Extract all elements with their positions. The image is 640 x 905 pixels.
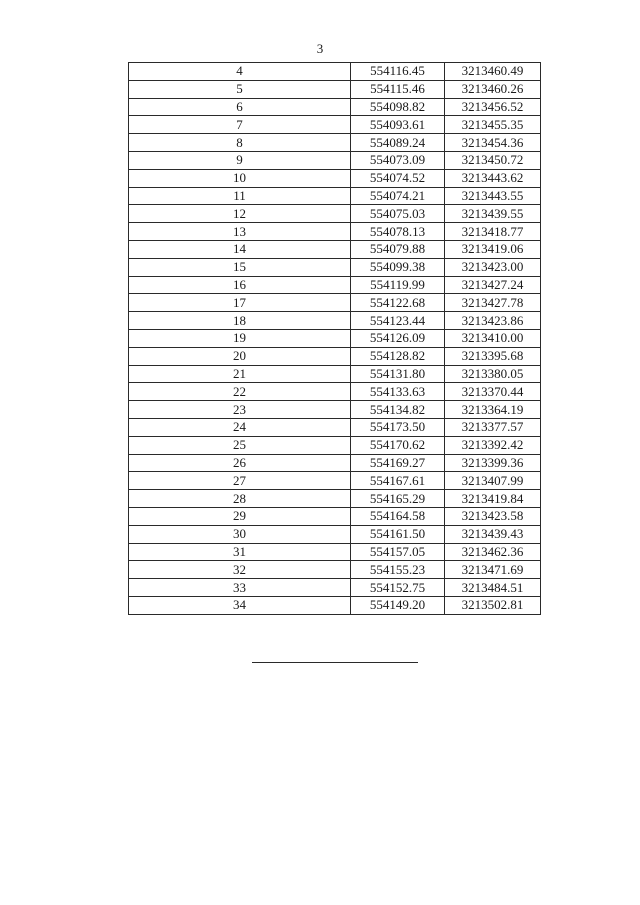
x-coordinate-cell: 554134.82 — [351, 401, 445, 419]
y-coordinate-cell: 3213443.55 — [445, 187, 541, 205]
table-row — [129, 151, 541, 169]
end-of-document-rule — [252, 662, 418, 663]
x-coordinate-cell: 554161.50 — [351, 525, 445, 543]
point-number-cell: 32 — [129, 561, 351, 579]
point-number-cell: 9 — [129, 151, 351, 169]
x-coordinate-cell: 554123.44 — [351, 312, 445, 330]
table-row — [129, 187, 541, 205]
y-coordinate-cell: 3213377.57 — [445, 418, 541, 436]
point-number-cell: 33 — [129, 579, 351, 597]
table-row — [129, 312, 541, 330]
point-number-cell: 11 — [129, 187, 351, 205]
y-coordinate-cell: 3213427.78 — [445, 294, 541, 312]
point-number-cell: 22 — [129, 383, 351, 401]
y-coordinate-cell: 3213471.69 — [445, 561, 541, 579]
y-coordinate-cell: 3213423.86 — [445, 312, 541, 330]
table-row — [129, 80, 541, 98]
point-number-cell: 34 — [129, 596, 351, 614]
table-row — [129, 401, 541, 419]
y-coordinate-cell: 3213380.05 — [445, 365, 541, 383]
x-coordinate-cell: 554169.27 — [351, 454, 445, 472]
point-number-cell: 28 — [129, 490, 351, 508]
x-coordinate-cell: 554098.82 — [351, 98, 445, 116]
point-number-cell: 10 — [129, 169, 351, 187]
y-coordinate-cell: 3213364.19 — [445, 401, 541, 419]
point-number-cell: 18 — [129, 312, 351, 330]
point-number-cell: 16 — [129, 276, 351, 294]
table-row — [129, 436, 541, 454]
y-coordinate-cell: 3213410.00 — [445, 329, 541, 347]
point-number-cell: 21 — [129, 365, 351, 383]
table-row — [129, 223, 541, 241]
x-coordinate-cell: 554074.52 — [351, 169, 445, 187]
table-row — [129, 205, 541, 223]
table-row — [129, 490, 541, 508]
table-row — [129, 347, 541, 365]
y-coordinate-cell: 3213460.26 — [445, 80, 541, 98]
y-coordinate-cell: 3213456.52 — [445, 98, 541, 116]
x-coordinate-cell: 554165.29 — [351, 490, 445, 508]
table-row — [129, 561, 541, 579]
point-number-cell: 5 — [129, 80, 351, 98]
point-number-cell: 7 — [129, 116, 351, 134]
y-coordinate-cell: 3213455.35 — [445, 116, 541, 134]
point-number-cell: 26 — [129, 454, 351, 472]
page-number: 3 — [316, 41, 324, 56]
coordinates-table-body — [129, 63, 541, 615]
x-coordinate-cell: 554149.20 — [351, 596, 445, 614]
table-row — [129, 258, 541, 276]
x-coordinate-cell: 554157.05 — [351, 543, 445, 561]
x-coordinate-cell: 554074.21 — [351, 187, 445, 205]
table-row — [129, 365, 541, 383]
y-coordinate-cell: 3213392.42 — [445, 436, 541, 454]
x-coordinate-cell: 554131.80 — [351, 365, 445, 383]
y-coordinate-cell: 3213462.36 — [445, 543, 541, 561]
x-coordinate-cell: 554116.45 — [351, 63, 445, 81]
table-row — [129, 472, 541, 490]
y-coordinate-cell: 3213439.55 — [445, 205, 541, 223]
table-row — [129, 276, 541, 294]
point-number-cell: 13 — [129, 223, 351, 241]
y-coordinate-cell: 3213395.68 — [445, 347, 541, 365]
table-row — [129, 294, 541, 312]
x-coordinate-cell: 554167.61 — [351, 472, 445, 490]
x-coordinate-cell: 554126.09 — [351, 329, 445, 347]
point-number-cell: 27 — [129, 472, 351, 490]
point-number-cell: 25 — [129, 436, 351, 454]
x-coordinate-cell: 554173.50 — [351, 418, 445, 436]
x-coordinate-cell: 554115.46 — [351, 80, 445, 98]
x-coordinate-cell: 554073.09 — [351, 151, 445, 169]
table-row — [129, 507, 541, 525]
x-coordinate-cell: 554152.75 — [351, 579, 445, 597]
table-row — [129, 525, 541, 543]
x-coordinate-cell: 554164.58 — [351, 507, 445, 525]
table-row — [129, 596, 541, 614]
point-number-cell: 12 — [129, 205, 351, 223]
x-coordinate-cell: 554170.62 — [351, 436, 445, 454]
x-coordinate-cell: 554075.03 — [351, 205, 445, 223]
y-coordinate-cell: 3213439.43 — [445, 525, 541, 543]
point-number-cell: 31 — [129, 543, 351, 561]
table-row — [129, 63, 541, 81]
point-number-cell: 20 — [129, 347, 351, 365]
point-number-cell: 19 — [129, 329, 351, 347]
y-coordinate-cell: 3213423.58 — [445, 507, 541, 525]
table-row — [129, 543, 541, 561]
y-coordinate-cell: 3213370.44 — [445, 383, 541, 401]
table-row — [129, 116, 541, 134]
y-coordinate-cell: 3213454.36 — [445, 134, 541, 152]
coordinates-table — [128, 62, 541, 615]
table-row — [129, 98, 541, 116]
y-coordinate-cell: 3213502.81 — [445, 596, 541, 614]
y-coordinate-cell: 3213407.99 — [445, 472, 541, 490]
point-number-cell: 24 — [129, 418, 351, 436]
y-coordinate-cell: 3213484.51 — [445, 579, 541, 597]
table-row — [129, 383, 541, 401]
y-coordinate-cell: 3213418.77 — [445, 223, 541, 241]
y-coordinate-cell: 3213419.06 — [445, 240, 541, 258]
y-coordinate-cell: 3213460.49 — [445, 63, 541, 81]
point-number-cell: 17 — [129, 294, 351, 312]
y-coordinate-cell: 3213427.24 — [445, 276, 541, 294]
table-row — [129, 329, 541, 347]
x-coordinate-cell: 554155.23 — [351, 561, 445, 579]
table-row — [129, 240, 541, 258]
x-coordinate-cell: 554119.99 — [351, 276, 445, 294]
table-row — [129, 134, 541, 152]
x-coordinate-cell: 554128.82 — [351, 347, 445, 365]
table-row — [129, 169, 541, 187]
point-number-cell: 8 — [129, 134, 351, 152]
point-number-cell: 14 — [129, 240, 351, 258]
table-row — [129, 579, 541, 597]
point-number-cell: 15 — [129, 258, 351, 276]
x-coordinate-cell: 554099.38 — [351, 258, 445, 276]
table-row — [129, 454, 541, 472]
table-row — [129, 418, 541, 436]
x-coordinate-cell: 554093.61 — [351, 116, 445, 134]
point-number-cell: 29 — [129, 507, 351, 525]
point-number-cell: 6 — [129, 98, 351, 116]
x-coordinate-cell: 554079.88 — [351, 240, 445, 258]
x-coordinate-cell: 554089.24 — [351, 134, 445, 152]
x-coordinate-cell: 554122.68 — [351, 294, 445, 312]
y-coordinate-cell: 3213450.72 — [445, 151, 541, 169]
y-coordinate-cell: 3213443.62 — [445, 169, 541, 187]
point-number-cell: 23 — [129, 401, 351, 419]
point-number-cell: 30 — [129, 525, 351, 543]
point-number-cell: 4 — [129, 63, 351, 81]
x-coordinate-cell: 554078.13 — [351, 223, 445, 241]
y-coordinate-cell: 3213399.36 — [445, 454, 541, 472]
y-coordinate-cell: 3213419.84 — [445, 490, 541, 508]
x-coordinate-cell: 554133.63 — [351, 383, 445, 401]
y-coordinate-cell: 3213423.00 — [445, 258, 541, 276]
